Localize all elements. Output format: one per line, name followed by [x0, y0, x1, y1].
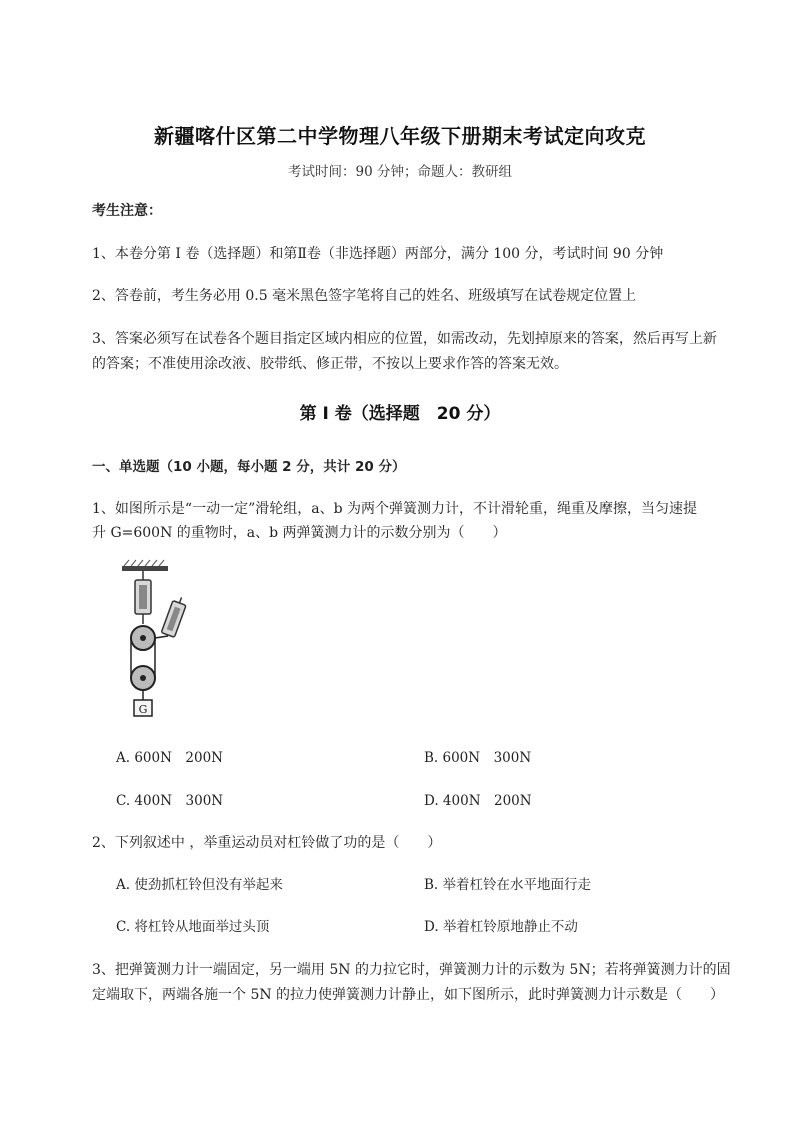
exam-title: 新疆喀什区第二中学物理八年级下册期末考试定向攻克 [154, 124, 646, 148]
notice-item-1: 1、本卷分第 I 卷（选择题）和第Ⅱ卷（非选择题）两部分，满分 100 分，考试时间 90 分钟 [92, 246, 664, 262]
question-2-option-a[interactable]: A. 使劲抓杠铃但没有举起来 [116, 877, 283, 893]
question-1-option-a[interactable]: A. 600N 200N [116, 750, 223, 766]
question-3-line-2: 定端取下，两端各施一个 5N 的拉力使弹簧测力计静止，如下图所示，此时弹簧测力计示数是（ ） [92, 987, 725, 1003]
question-1-option-d[interactable]: D. 400N 200N [424, 793, 532, 809]
notice-item-2: 2、答卷前，考生务必用 0.5 毫米黑色签字笔将自己的姓名、班级填写在试卷规定位置上 [92, 288, 637, 304]
question-1-line-2: 升 G=600N 的重物时，a、b 两弹簧测力计的示数分别为（ ） [92, 525, 507, 541]
notice-item-3: 3、答案必须写在试卷各个题目指定区域内相应的位置，如需改动，先划掉原来的答案，然后再写上新 [92, 331, 717, 347]
exam-subtitle: 考试时间：90 分钟；命题人：教研组 [288, 164, 512, 180]
question-3-line-1: 3、把弹簧测力计一端固定，另一端用 5N 的力拉它时，弹簧测力计的示数为 5N；若将弹簧测力计的固 [92, 962, 731, 978]
question-2-option-c[interactable]: C. 将杠铃从地面举过头顶 [116, 919, 270, 935]
notice-heading: 考生注意： [92, 203, 162, 219]
notice-item-3-cont: 的答案；不准使用涂改液、胶带纸、修正带，不按以上要求作答的答案无效。 [92, 356, 568, 372]
question-1-option-b[interactable]: B. 600N 300N [424, 750, 532, 766]
part-heading: 一、单选题（10 小题，每小题 2 分，共计 20 分） [92, 459, 406, 475]
section-title: 第 I 卷（选择题 20 分） [299, 404, 501, 424]
question-1-option-c[interactable]: C. 400N 300N [116, 793, 224, 809]
question-1-line-1: 1、如图所示是“一动一定”滑轮组，a、b 为两个弹簧测力计，不计滑轮重，绳重及摩擦，当匀速提 [92, 501, 697, 517]
question-2-option-d[interactable]: D. 举着杠铃原地静止不动 [424, 919, 578, 935]
pulley-diagram [110, 558, 210, 720]
question-2-line-1: 2、下列叙述中 ，举重运动员对杠铃做了功的是（ ） [92, 835, 442, 851]
weight-label: G [138, 703, 148, 716]
question-2-option-b[interactable]: B. 举着杠铃在水平地面行走 [424, 877, 592, 893]
pulley-figure [110, 558, 210, 720]
